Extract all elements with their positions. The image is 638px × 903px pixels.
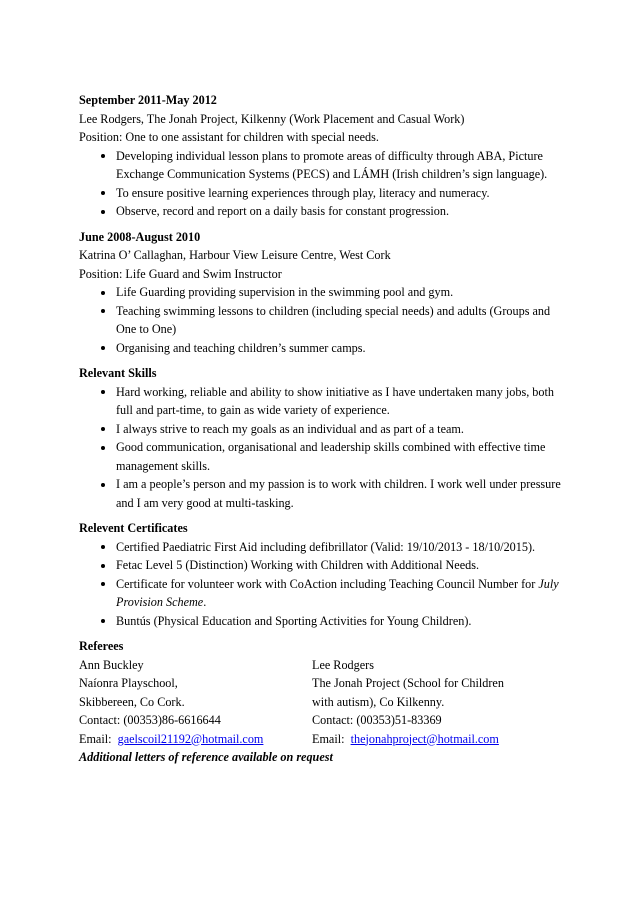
list-item <box>79 575 569 612</box>
job-duties-list <box>79 283 569 357</box>
referee-left-line2: Skibbereen, Co Cork. <box>79 694 185 709</box>
referee-right-email-row <box>312 730 572 749</box>
cert-text: Certificate for volunteer work with CoAction including Teaching Council Number for <box>116 576 536 591</box>
referee-left-name: Ann Buckley <box>79 657 144 672</box>
section-heading: Relevent Certificates <box>79 521 188 535</box>
list-item: Observe, record and report on a daily basis for constant progression. <box>79 202 569 221</box>
referee-left-email-link[interactable]: gaelscoil21192@hotmail.com <box>117 731 264 746</box>
list-item: I always strive to reach my goals as an individual and as part of a team. <box>79 420 569 439</box>
job-dates: September 2011-May 2012 <box>79 93 217 107</box>
job-dates: June 2008-August 2010 <box>79 229 201 244</box>
referee-right-name: Lee Rodgers <box>312 657 374 672</box>
resume-content <box>79 91 569 767</box>
job-employer: Katrina O’ Callaghan, Harbour View Leisure Centre, West Cork <box>79 248 391 262</box>
referee-right-email-link[interactable]: thejonahproject@hotmail.com <box>350 731 499 746</box>
cert-scheme-name: July Provision Scheme <box>116 576 559 609</box>
certificates-section <box>79 519 569 630</box>
skills-section <box>79 364 569 512</box>
referee-left-contact: Contact: (00353)86-6616644 <box>79 713 221 727</box>
referees-grid <box>79 656 569 749</box>
referee-left-line1: Naíonra Playschool, <box>79 676 178 690</box>
list-item: Developing individual lesson plans to promote areas of difficulty through ABA, Picture Exchange Communication Systems (PECS) and LÁMH (Irish children’s sign language). <box>79 147 569 184</box>
certificates-list <box>79 538 569 631</box>
list-item: To ensure positive learning experiences through play, literacy and numeracy. <box>79 184 569 203</box>
referee-right-contact: Contact: (00353)51-83369 <box>312 713 442 727</box>
cert-end: . <box>203 595 207 609</box>
list-item: Teaching swimming lessons to children (including special needs) and adults (Groups and One to One) <box>79 302 569 339</box>
list-item: Life Guarding providing supervision in the swimming pool and gym. <box>79 283 569 302</box>
referee-right-line2: with autism), Co Kilkenny. <box>312 694 445 709</box>
job-position: Position: Life Guard and Swim Instructor <box>79 266 282 281</box>
list-item: Fetac Level 5 (Distinction) Working with Children with Additional Needs. <box>79 556 569 575</box>
references-note: Additional letters of reference available on request <box>79 750 333 764</box>
list-item: Buntús (Physical Education and Sporting Activities for Young Children). <box>79 612 569 631</box>
list-item: I am a people’s person and my passion is to work with children. I work well under pressure and I am very good at multi-tasking. <box>79 475 569 512</box>
job-position: Position: One to one assistant for children with special needs. <box>79 130 379 144</box>
email-label: Email: <box>79 731 112 746</box>
email-label: Email: <box>312 731 345 746</box>
job-entry-2 <box>79 228 569 358</box>
job-entry-1 <box>79 91 569 221</box>
list-item: Good communication, organisational and leadership skills combined with effective time management skills. <box>79 438 569 475</box>
list-item: Certified Paediatric First Aid including defibrillator (Valid: 19/10/2013 - 18/10/2015). <box>79 538 569 557</box>
section-heading: Referees <box>79 639 124 653</box>
referee-right-line1: The Jonah Project (School for Children <box>312 676 504 690</box>
skills-list <box>79 383 569 513</box>
job-employer: Lee Rodgers, The Jonah Project, Kilkenny (Work Placement and Casual Work) <box>79 111 465 126</box>
list-item: Organising and teaching children’s summer camps. <box>79 339 569 358</box>
referee-left-email-row <box>79 730 312 749</box>
job-duties-list <box>79 147 569 221</box>
section-heading: Relevant Skills <box>79 366 157 380</box>
referees-section <box>79 637 569 767</box>
list-item: Hard working, reliable and ability to show initiative as I have undertaken many jobs, both full and part-time, to gain as wide variety of experience. <box>79 383 569 420</box>
